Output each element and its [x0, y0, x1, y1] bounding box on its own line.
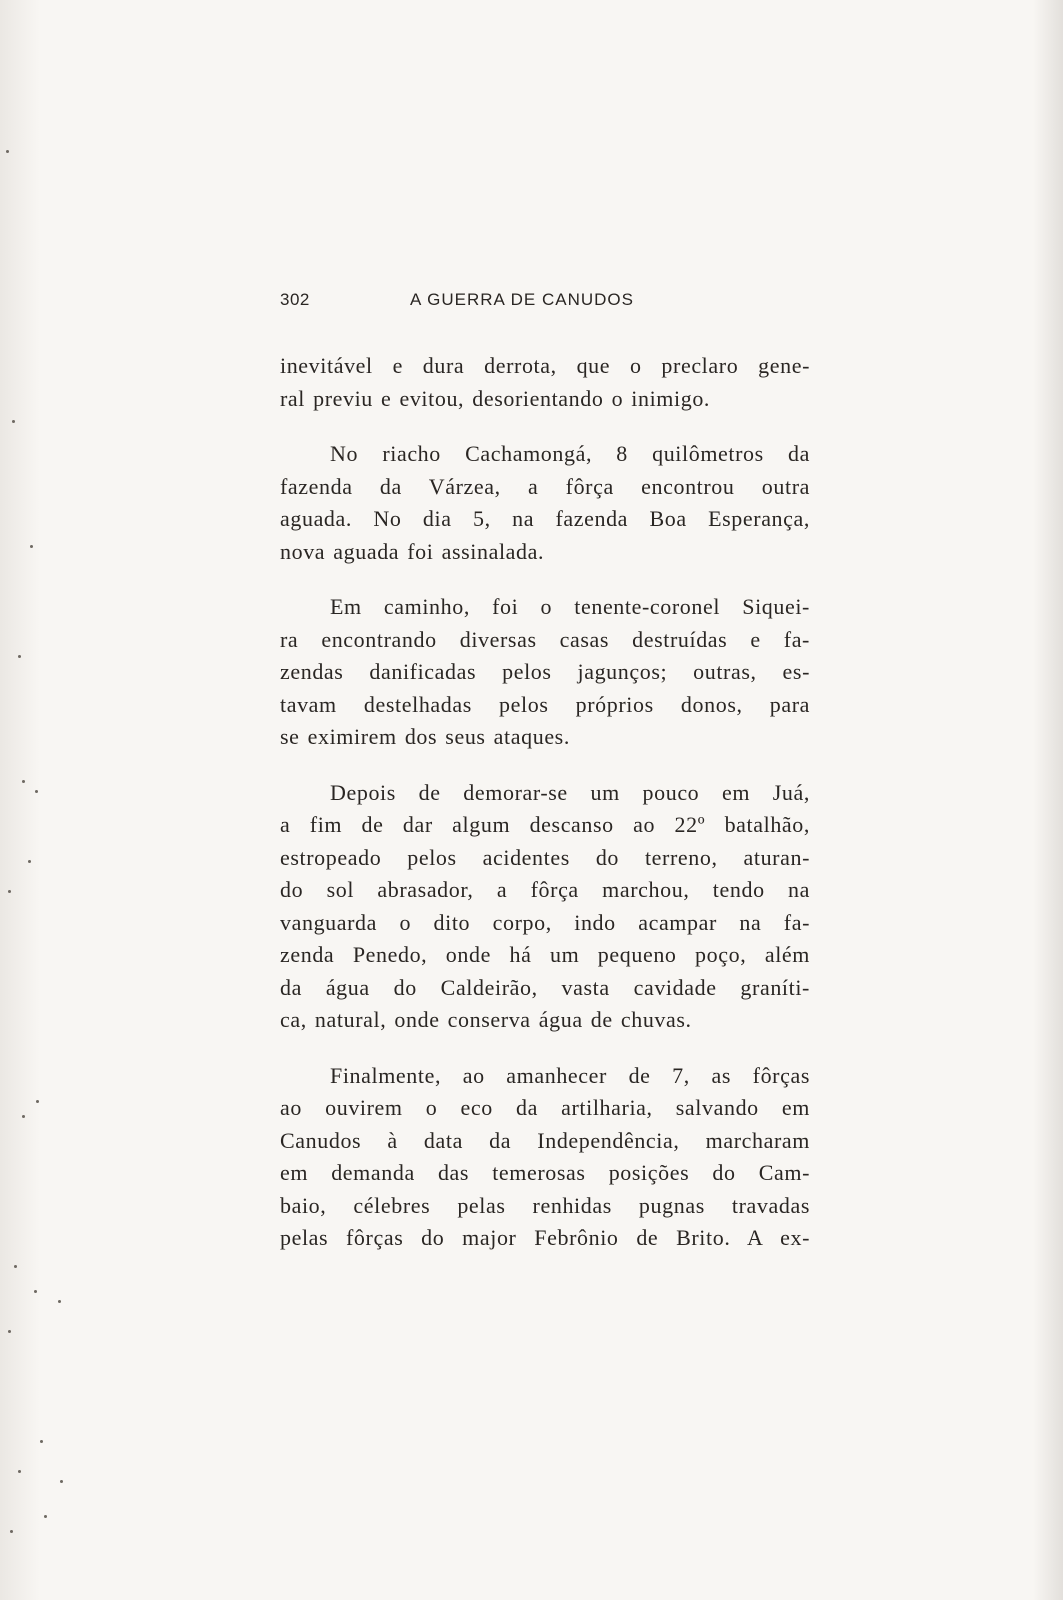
- text-line: do sol abrasador, a fôrça marchou, tendo na: [280, 877, 810, 902]
- paragraph: [280, 438, 810, 568]
- text-line: ra encontrando diversas casas destruídas e fa-: [280, 626, 810, 652]
- text-line: Em caminho, foi o tenente-coronel Siquei-: [330, 594, 810, 619]
- text-line: No riacho Cachamongá, 8 quilômetros da: [330, 441, 810, 466]
- text-line: estropeado pelos acidentes do terreno, aturan-: [280, 844, 810, 870]
- text-line: baio, célebres pelas renhidas pugnas travadas: [280, 1192, 810, 1218]
- page-left-edge-shadow: [0, 0, 40, 1600]
- text-line: zendas danificadas pelos jagunços; outras, es-: [280, 659, 810, 684]
- text-line: Finalmente, ao amanhecer de 7, as fôrças: [330, 1062, 810, 1088]
- page-number: 302: [280, 290, 310, 309]
- body-text: [280, 350, 810, 1278]
- text-line: pelas fôrças do major Febrônio de Brito. A ex-: [280, 1225, 810, 1250]
- page-right-edge-shadow: [1033, 0, 1063, 1600]
- text-line: tavam destelhadas pelos próprios donos, para: [280, 691, 810, 717]
- text-line: ral previu e evitou, desorientando o inimigo.: [280, 385, 711, 411]
- text-line: se eximirem dos seus ataques.: [280, 724, 570, 749]
- text-line: fazenda da Várzea, a fôrça encontrou outra: [280, 473, 810, 499]
- paragraph: [280, 350, 810, 415]
- paragraph: [280, 591, 810, 754]
- text-line: Canudos à data da Independência, marcharam: [280, 1127, 810, 1153]
- text-line: Depois de demorar-se um pouco em Juá,: [330, 779, 810, 805]
- text-line: ao ouvirem o eco da artilharia, salvando em: [280, 1095, 810, 1120]
- text-line: nova aguada foi assinalada.: [280, 538, 545, 564]
- paragraph: [280, 777, 810, 1037]
- text-line: a fim de dar algum descanso ao 22º batalhão,: [280, 812, 810, 837]
- text-line: aguada. No dia 5, na fazenda Boa Esperança,: [280, 506, 810, 531]
- text-line: da água do Caldeirão, vasta cavidade graníti-: [280, 974, 810, 1000]
- paragraph: [280, 1060, 810, 1255]
- text-line: ca, natural, onde conserva água de chuvas.: [280, 1007, 692, 1032]
- text-line: inevitável e dura derrota, que o preclaro gene-: [280, 353, 810, 378]
- text-line: vanguarda o dito corpo, indo acampar na fa-: [280, 909, 810, 935]
- running-header: [280, 290, 810, 316]
- text-line: zenda Penedo, onde há um pequeno poço, além: [280, 942, 810, 967]
- running-title: A GUERRA DE CANUDOS: [410, 290, 634, 309]
- text-line: em demanda das temerosas posições do Cam-: [280, 1160, 810, 1185]
